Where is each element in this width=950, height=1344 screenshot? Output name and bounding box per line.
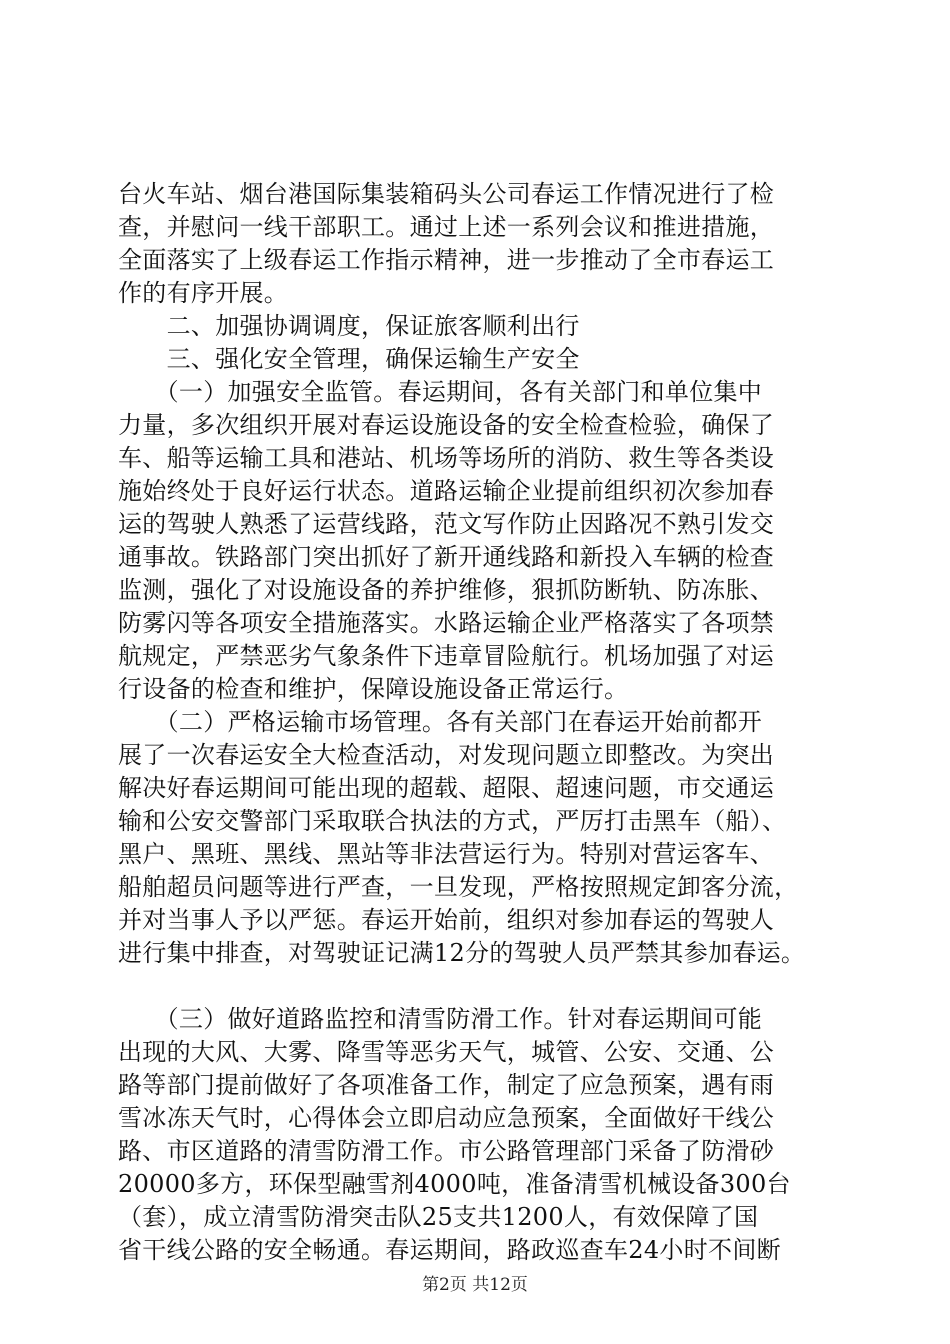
text-line: 航规定，严禁恶劣气象条件下违章冒险航行。机场加强了对运 [118, 642, 775, 670]
text-line: 出现的大风、大雾、降雪等恶劣天气，城管、公安、交通、公 [118, 1038, 775, 1066]
text-line: （一）加强安全监管。春运期间，各有关部门和单位集中 [118, 378, 763, 406]
text-line: 通事故。铁路部门突出抓好了新开通线路和新投入车辆的检查 [118, 543, 775, 571]
text-line: 全面落实了上级春运工作指示精神，进一步推动了全市春运工 [118, 246, 775, 274]
text-line: 输和公安交警部门采取联合执法的方式，严厉打击黑车（船）、 [118, 807, 787, 835]
section-heading: 二、加强协调调度，保证旅客顺利出行 [118, 312, 580, 340]
text-line: 路等部门提前做好了各项准备工作，制定了应急预案，遇有雨 [118, 1071, 775, 1099]
text-line: 行设备的检查和维护，保障设施设备正常运行。 [118, 675, 629, 703]
text-line: 车、船等运输工具和港站、机场等场所的消防、救生等各类设 [118, 444, 775, 472]
text-line: （套），成立清雪防滑突击队25支共1200人，有效保障了国 [118, 1203, 759, 1231]
text-line: 并对当事人予以严惩。春运开始前，组织对参加春运的驾驶人 [118, 906, 775, 934]
text-line: 解决好春运期间可能出现的超载、超限、超速问题，市交通运 [118, 774, 775, 802]
text-line: 黑户、黑班、黑线、黑站等非法营运行为。特别对营运客车、 [118, 840, 775, 868]
text-line: 路、市区道路的清雪防滑工作。市公路管理部门采备了防滑砂 [118, 1137, 775, 1165]
section-heading: 三、强化安全管理，确保运输生产安全 [118, 345, 580, 373]
text-line: 运的驾驶人熟悉了运营线路，范文写作防止因路况不熟引发交 [118, 510, 775, 538]
text-line: 防雾闪等各项安全措施落实。水路运输企业严格落实了各项禁 [118, 609, 775, 637]
text-line: 力量，多次组织开展对春运设施设备的安全检查检验，确保了 [118, 411, 775, 439]
text-line: 雪冰冻天气时，心得体会立即启动应急预案，全面做好干线公 [118, 1104, 775, 1132]
text-line: 20000多方，环保型融雪剂4000吨，准备清雪机械设备300台 [118, 1170, 791, 1198]
text-line: 船舶超员问题等进行严查，一旦发现，严格按照规定卸客分流， [118, 873, 799, 901]
text-line: （二）严格运输市场管理。各有关部门在春运开始前都开 [118, 708, 763, 736]
page-number: 第2页 共12页 [422, 1275, 528, 1295]
text-line: 省干线公路的安全畅通。春运期间，路政巡查车24小时不间断 [118, 1236, 781, 1264]
text-line: 展了一次春运安全大检查活动，对发现问题立即整改。为突出 [118, 741, 775, 769]
text-line: 作的有序开展。 [118, 279, 289, 307]
text-line: 进行集中排查，对驾驶证记满12分的驾驶人员严禁其参加春运。 [118, 939, 806, 967]
text-line: 施始终处于良好运行状态。道路运输企业提前组织初次参加春 [118, 477, 775, 505]
text-line: （三）做好道路监控和清雪防滑工作。针对春运期间可能 [118, 1005, 763, 1033]
text-line: 台火车站、烟台港国际集装箱码头公司春运工作情况进行了检 [118, 180, 775, 208]
text-line: 查，并慰问一线干部职工。通过上述一系列会议和推进措施， [118, 213, 775, 241]
text-line: 监测，强化了对设施设备的养护维修，狠抓防断轨、防冻胀、 [118, 576, 775, 604]
